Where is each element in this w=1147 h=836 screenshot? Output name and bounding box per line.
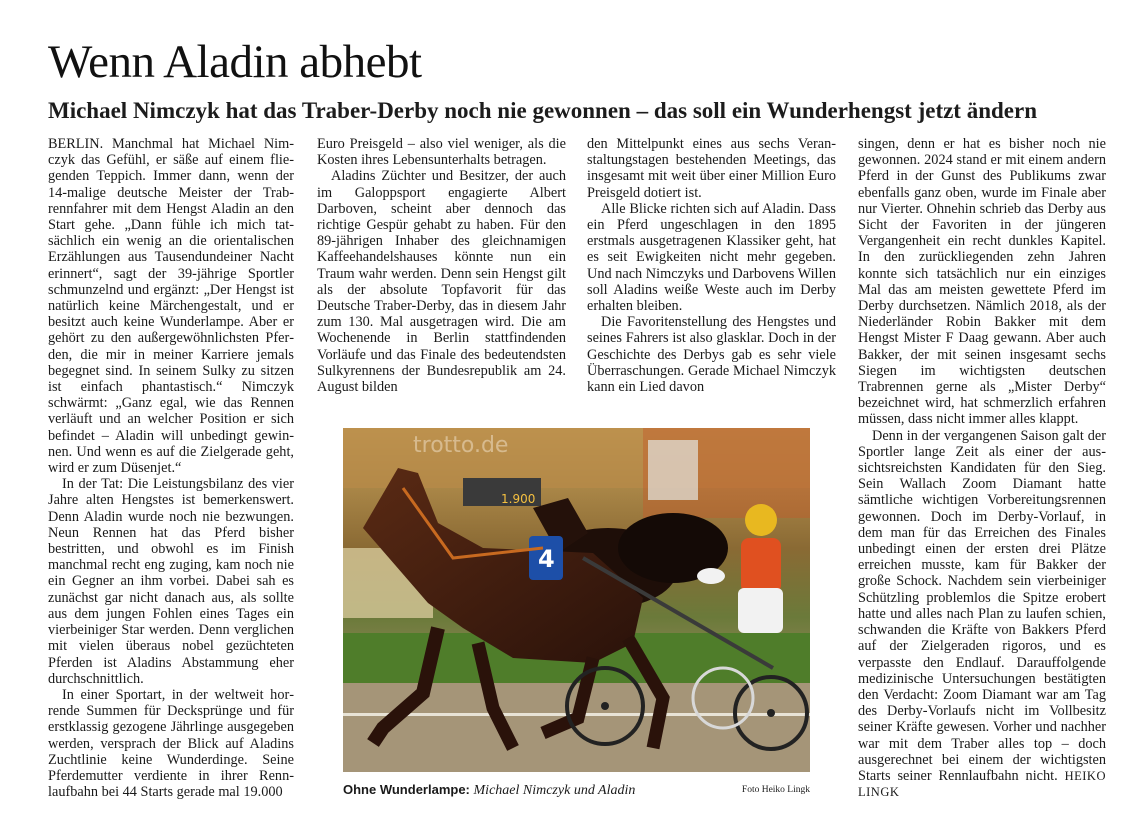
article-column-1 [48, 136, 294, 800]
paragraph: Euro Preisgeld – also viel weniger, als die Kosten ihres Lebensunterhalts betragen. [317, 136, 566, 169]
author-byline: HEIKO LINGK [858, 768, 1106, 800]
paragraph: Alle Blicke richten sich auf Aladin. Dass ein Pferd ungeschlagen in den 1895 erstmals ausgetragenen Klassiker geht, hat es seit Ewigkeiten nicht mehr gegeben. Und nach Nimczyks und Darbovens Willen soll Aladins weiße Weste auch im Derby erhalten bleiben. [587, 200, 836, 315]
article-column-4 [858, 136, 1106, 800]
paragraph: BERLIN. Manchmal hat Michael Nimczyk das Gefühl, er säße auf einem fliegenden Teppich. Immer dann, wenn der 14-malige deutsche Meister der Trabrennfahrer mit dem Hengst Aladin an den Start gehe. „Dann fühle ich mich tatsächlich ein wenig an die orientalischen Erzählungen aus Tausendundeiner Nacht erinnert“, sagt der 39-jährige Sportler schmunzelnd und ergänzt: „Der Hengst ist natürlich keine Märchengestalt, und er besitzt auch keine Wunderlampe. Aber er gehört zu den außergewöhnlichsten Pferden, die mir in meiner Karriere jemals begegnet sind. In seinem Sulky zu sitzen ist einfach phantastisch.“ Nimczyk schwärmt: „Ganz egal, wie das Rennen verläuft und an welcher Position er sich befindet – Aladin will unbedingt gewinnen. Und wenn es auf die Zielgerade geht, wird er zum Düsenjet.“ [48, 136, 294, 477]
paragraph: den Mittelpunkt eines aus sechs Veranstaltungstagen bestehenden Meetings, das insgesamt mit weit über einer Million Euro Preisgeld dotiert ist. [587, 136, 836, 201]
paragraph: singen, denn er hat es bisher noch nie gewonnen. 2024 stand er mit einem andern Pferd in der Gunst des Publikums zwar ebenfalls ganz oben, wurde im Finale aber nur Vierter. Ohnehin schrieb das Derby aus Sicht der Favoriten in der jüngeren Vergangenheit ein recht dunkles Kapitel. In den zurückliegenden zehn Jahren konnte sich tatsächlich nur ein einziges Mal das am meisten gewettete Pferd im Derby durchsetzen. Nämlich 2018, als der Niederländer Robin Bakker mit dem Hengst Mister F Daag gewann. Aber auch Bakker, der mit seinen insgesamt sechs Siegen im wichtigsten deutschen Trabrennen gerne als „Mister Derby“ bezeichnet wird, hat schmerzlich erfahren müssen, dass nicht immer alles klappt. [858, 136, 1106, 428]
photo-caption [343, 782, 810, 799]
caption-text: Michael Nimczyk und Aladin [473, 783, 636, 798]
paragraph: In der Tat: Die Leistungsbilanz des vier Jahre alten Hengstes ist bemerkenswert. Denn Aladin wurde noch nie bezwungen. Neun Rennen hat das Pferd bisher bestritten, und obwohl es im Finish manchmal recht eng zuging, kam noch nie ein Gegner an ihm vorbei. Dabei sah es zunächst gar nicht danach aus, als sollte aus dem jungen Fohlen eines Tages ein vierbeiniger Star werden. Denn verglichen mit vielen überaus nobel gezüchteten Pferden ist Aladins Abstammung eher durchschnittlich. [48, 476, 294, 687]
photo-scoreboard-text: 1.900 [501, 492, 536, 506]
article-column-2 [317, 136, 566, 395]
paragraph [858, 428, 1106, 801]
article-photo [343, 428, 810, 772]
headline: Wenn Aladin abhebt [48, 36, 422, 88]
paragraph: Die Favoritenstellung des Hengstes und seines Fahrers ist also glasklar. Doch in der Geschichte des Derbys gab es sehr viele Überraschungen. Gerade Michael Nimczyk kann ein Lied davon [587, 314, 836, 396]
paragraph: Aladins Züchter und Besitzer, der auch im Galoppsport engagierte Albert Darboven, scheint aber dennoch das richtige Gespür gehabt zu haben. Für den 89-jährigen Inhaber des gleichnamigen Kaffeehandelshauses könnte nun ein Traum wahr werden. Denn sein Hengst gilt als der absolute Topfavorit für das Deutsche Traber-Derby, das in diesem Jahr zum 130. Mal ausgetragen wird. Die am Wochenende in Berlin stattfindenden Vorläufe und das Finale des bedeutendsten Sulkyrennens der Bundesrepublik am 24. August bilden [317, 168, 566, 396]
paragraph-text: Denn in der vergangenen Saison galt der Sportler lange Zeit als einer der aussichtsreichsten Kandidaten für den Sieg. Sein Wallach Zoom Diamant hatte sämtliche wichtigen Vorbereitungsrennen gewonnen. Doch im Derby-Vorlauf, in dem man für das Erreichen des Finales unbedingt einen der ersten drei Plätze erreichen musste, kam für Bakker der große Schock. Nachdem sein vierbeiniger Schützling problemlos die Spitze erobert hatte und alles nach Plan zu laufen schien, schwanden die Kräfte von Bakkers Pferd auf der Zielgeraden rigoros, und es verpasste den Endlauf. Darauffolgende medizinische Untersuchungen bestätigten den Verdacht: Zoom Diamant war am Tag des Derby-Vorlaufs nicht im Vollbesitz seiner Kräfte gewesen. Vorher und nachher war mit dem Traber alles top – doch ausgerechnet bei einem der wichtigsten Starts seiner Rennlaufbahn nicht. [858, 427, 1106, 784]
photo-credit: Foto Heiko Lingk [741, 785, 810, 795]
paragraph: In einer Sportart, in der weltweit horrende Summen für Decksprünge und für erstklassig gezogene Jährlinge ausgegeben werden, versprach der Blick auf Aladins Zuchtlinie keine Wunderdinge. Seine Pferdemutter verdiente in ihrer Rennlaufbahn bei 44 Starts gerade mal 19.000 [48, 686, 294, 801]
photo-watermark: trotto.de [413, 433, 509, 458]
saddle-cloth-number: 4 [538, 545, 555, 573]
subheadline: Michael Nimczyk hat das Traber-Derby noch nie gewonnen – das soll ein Wunderhengst jetzt ändern [48, 98, 1038, 123]
article-column-3 [587, 136, 836, 395]
caption-label: Ohne Wunderlampe: [343, 782, 470, 797]
